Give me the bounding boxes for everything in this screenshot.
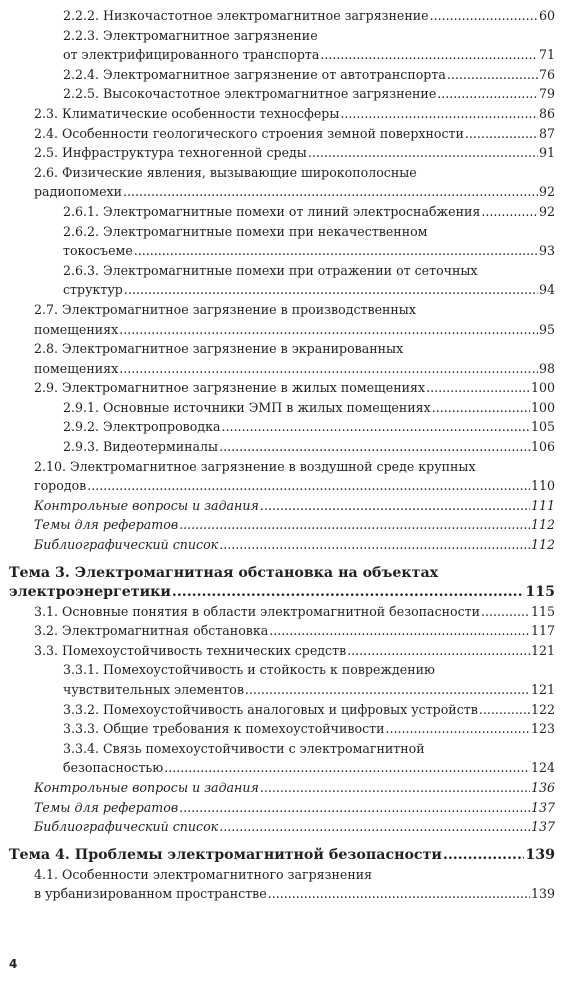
dot-leader: [481, 202, 538, 222]
dot-leader: [430, 6, 538, 26]
toc-entry[interactable]: [9, 84, 555, 104]
toc-entry-title-line: 2.6.3. Электромагнитные помехи при отражении от сеточных: [63, 262, 478, 278]
dot-leader: [340, 104, 538, 124]
toc-entry[interactable]: [9, 300, 555, 339]
toc-entry[interactable]: [9, 417, 555, 437]
toc-page-number: 87: [538, 125, 555, 141]
toc-entry-title: 2.2.5. Высокочастотное электромагнитное загрязнение: [63, 86, 437, 102]
toc-page-number: 110: [530, 478, 555, 494]
toc-page-number: 98: [538, 360, 555, 376]
toc-entry[interactable]: [9, 378, 555, 398]
toc-page-number: 115: [530, 603, 555, 619]
toc-entry-title: Темы для рефератов: [34, 517, 179, 533]
toc-entry-title: безопасностью: [63, 760, 164, 776]
toc-entry[interactable]: [9, 641, 555, 661]
toc-page-number: 105: [530, 419, 555, 435]
dot-leader: [386, 719, 530, 739]
toc-page-number: 121: [530, 642, 555, 658]
dot-leader: [119, 359, 538, 379]
toc-entry[interactable]: [9, 202, 555, 222]
dot-leader: [432, 398, 530, 418]
toc-page-number: 100: [530, 380, 555, 396]
toc-page-number: 115: [525, 583, 555, 600]
toc-page-number: 94: [538, 282, 555, 298]
toc-entry-title: 2.6.1. Электромагнитные помехи от линий электроснабжения: [63, 203, 481, 219]
toc-entry-title: 3.3.3. Общие требования к помехоустойчивости: [63, 721, 385, 737]
toc-page-number: 71: [538, 47, 555, 63]
dot-leader: [465, 124, 538, 144]
toc-entry-title: 2.9. Электромагнитное загрязнение в жилых помещениях: [34, 380, 426, 396]
toc-entry-title: 2.9.1. Основные источники ЭМП в жилых помещениях: [63, 399, 431, 415]
toc-page-number: 106: [530, 439, 555, 455]
dot-leader: [447, 65, 538, 85]
toc-entry-title: помещениях: [34, 321, 119, 337]
dot-leader: [219, 535, 530, 555]
toc-page-number: 137: [530, 799, 555, 815]
toc-entry-title: 3.3. Помехоустойчивость технических средств: [34, 642, 347, 658]
dot-leader: [179, 798, 530, 818]
toc-entry[interactable]: [9, 6, 555, 26]
dot-leader: [479, 700, 530, 720]
dot-leader: [260, 496, 530, 516]
toc-entry[interactable]: [9, 437, 555, 457]
dot-leader: [219, 437, 530, 457]
toc-entry[interactable]: [9, 143, 555, 163]
toc-entry-title: электроэнергетики: [9, 583, 171, 600]
toc-page-number: 93: [538, 243, 555, 259]
toc-entry-title: Контрольные вопросы и задания: [34, 779, 259, 795]
dot-leader: [269, 621, 530, 641]
toc-appendix-item[interactable]: [9, 817, 555, 837]
toc-entry-title: токосъеме: [63, 243, 133, 259]
toc-page-number: 112: [530, 517, 555, 533]
toc-entry-title: 2.5. Инфраструктура техногенной среды: [34, 145, 307, 161]
table-of-contents: [9, 6, 555, 904]
toc-entry-title: 3.2. Электромагнитная обстановка: [34, 623, 269, 639]
toc-entry-title: 2.4. Особенности геологического строения земной поверхности: [34, 125, 464, 141]
dot-leader: [119, 320, 538, 340]
page-number: 4: [9, 957, 18, 971]
toc-entry-title: радиопомехи: [34, 184, 123, 200]
toc-entry-title: в урбанизированном пространстве: [34, 886, 267, 902]
toc-entry[interactable]: [9, 124, 555, 144]
toc-chapter[interactable]: [9, 564, 555, 602]
toc-entry-title-line: 2.7. Электромагнитное загрязнение в производственных: [34, 301, 416, 317]
toc-entry[interactable]: [9, 163, 555, 202]
toc-entry-title: 2.9.2. Электропроводка: [63, 419, 221, 435]
toc-entry[interactable]: [9, 865, 555, 904]
toc-entry[interactable]: [9, 700, 555, 720]
toc-entry-title-line: 2.6. Физические явления, вызывающие широкополосные: [34, 164, 417, 180]
dot-leader: [426, 378, 530, 398]
toc-page-number: 139: [530, 886, 555, 902]
toc-entry-title-line: 3.3.1. Помехоустойчивость и стойкость к повреждению: [63, 662, 435, 678]
dot-leader: [347, 641, 530, 661]
toc-appendix-item[interactable]: [9, 778, 555, 798]
toc-entry[interactable]: [9, 660, 555, 699]
dot-leader: [443, 846, 524, 865]
toc-entry[interactable]: [9, 398, 555, 418]
toc-entry-title-line: Тема 3. Электромагнитная обстановка на объектах: [9, 564, 439, 581]
dot-leader: [221, 417, 529, 437]
toc-page-number: 111: [530, 497, 555, 513]
toc-page-number: 91: [538, 145, 555, 161]
toc-page-number: 95: [538, 321, 555, 337]
toc-appendix-item[interactable]: [9, 535, 555, 555]
dot-leader: [87, 476, 530, 496]
toc-page-number: 100: [530, 399, 555, 415]
toc-entry[interactable]: [9, 65, 555, 85]
toc-page-number: 86: [538, 105, 555, 121]
toc-entry[interactable]: [9, 261, 555, 300]
toc-page-number: 92: [538, 203, 555, 219]
toc-page-number: 92: [538, 184, 555, 200]
toc-entry-title: 3.1. Основные понятия в области электромагнитной безопасности: [34, 603, 481, 619]
toc-entry-title: помещениях: [34, 360, 119, 376]
dot-leader: [123, 182, 538, 202]
toc-entry[interactable]: [9, 457, 555, 496]
toc-entry[interactable]: [9, 719, 555, 739]
toc-appendix-item[interactable]: [9, 496, 555, 516]
toc-entry-title: Библиографический список: [34, 537, 219, 553]
toc-entry[interactable]: [9, 26, 555, 65]
toc-entry-title-line: 3.3.4. Связь помехоустойчивости с электромагнитной: [63, 740, 425, 756]
toc-entry-title: городов: [34, 478, 87, 494]
toc-entry-title: от электрифицированного транспорта: [63, 47, 320, 63]
dot-leader: [172, 583, 525, 602]
toc-entry-title-line: 2.2.3. Электромагнитное загрязнение: [63, 27, 318, 43]
toc-appendix-item[interactable]: [9, 798, 555, 818]
toc-entry-title: 3.3.2. Помехоустойчивость аналоговых и цифровых устройств: [63, 701, 478, 717]
toc-page-number: 79: [538, 86, 555, 102]
toc-entry[interactable]: [9, 222, 555, 261]
dot-leader: [245, 680, 530, 700]
toc-page-number: 76: [538, 66, 555, 82]
toc-page-number: 60: [538, 8, 555, 23]
toc-page-number: 137: [530, 819, 555, 835]
dot-leader: [124, 280, 538, 300]
toc-entry-title: 2.2.2. Низкочастотное электромагнитное загрязнение: [63, 8, 429, 23]
toc-page-number: 121: [530, 682, 555, 697]
dot-leader: [219, 817, 530, 837]
dot-leader: [268, 884, 530, 904]
toc-entry[interactable]: [9, 104, 555, 124]
toc-entry[interactable]: [9, 339, 555, 378]
toc-entry-title: Тема 4. Проблемы электромагнитной безопасности: [9, 846, 442, 863]
toc-page-number: 122: [530, 701, 555, 717]
toc-entry-title: чувствительных элементов: [63, 682, 244, 697]
toc-entry-title: 2.3. Климатические особенности техносферы: [34, 105, 340, 121]
toc-entry-title: 2.2.4. Электромагнитное загрязнение от автотранспорта: [63, 66, 446, 82]
dot-leader: [320, 45, 538, 65]
toc-page-number: 117: [530, 623, 555, 639]
toc-entry-title-line: 2.10. Электромагнитное загрязнение в воздушной среде крупных: [34, 458, 476, 474]
toc-entry-title: 2.9.3. Видеотерминалы: [63, 439, 219, 455]
dot-leader: [164, 758, 530, 778]
toc-entry-title-line: 4.1. Особенности электромагнитного загрязнения: [34, 866, 373, 882]
toc-page-number: 123: [530, 721, 555, 737]
toc-page-number: 139: [525, 846, 555, 863]
toc-page-number: 112: [530, 537, 555, 553]
toc-page-number: 136: [530, 779, 555, 795]
dot-leader: [134, 241, 538, 261]
toc-entry[interactable]: [9, 739, 555, 778]
toc-entry-title-line: 2.6.2. Электромагнитные помехи при некачественном: [63, 223, 428, 239]
dot-leader: [437, 84, 538, 104]
toc-entry-title: Библиографический список: [34, 819, 219, 835]
toc-entry-title: Контрольные вопросы и задания: [34, 497, 259, 513]
toc-chapter[interactable]: [9, 846, 555, 865]
toc-entry-title: структур: [63, 282, 123, 298]
dot-leader: [481, 602, 530, 622]
toc-page-number: 124: [530, 760, 555, 776]
dot-leader: [308, 143, 538, 163]
dot-leader: [179, 515, 530, 535]
toc-appendix-item[interactable]: [9, 515, 555, 535]
toc-entry[interactable]: [9, 621, 555, 641]
toc-entry[interactable]: [9, 602, 555, 622]
toc-entry-title-line: 2.8. Электромагнитное загрязнение в экранированных: [34, 341, 404, 357]
dot-leader: [260, 778, 530, 798]
toc-entry-title: Темы для рефератов: [34, 799, 179, 815]
